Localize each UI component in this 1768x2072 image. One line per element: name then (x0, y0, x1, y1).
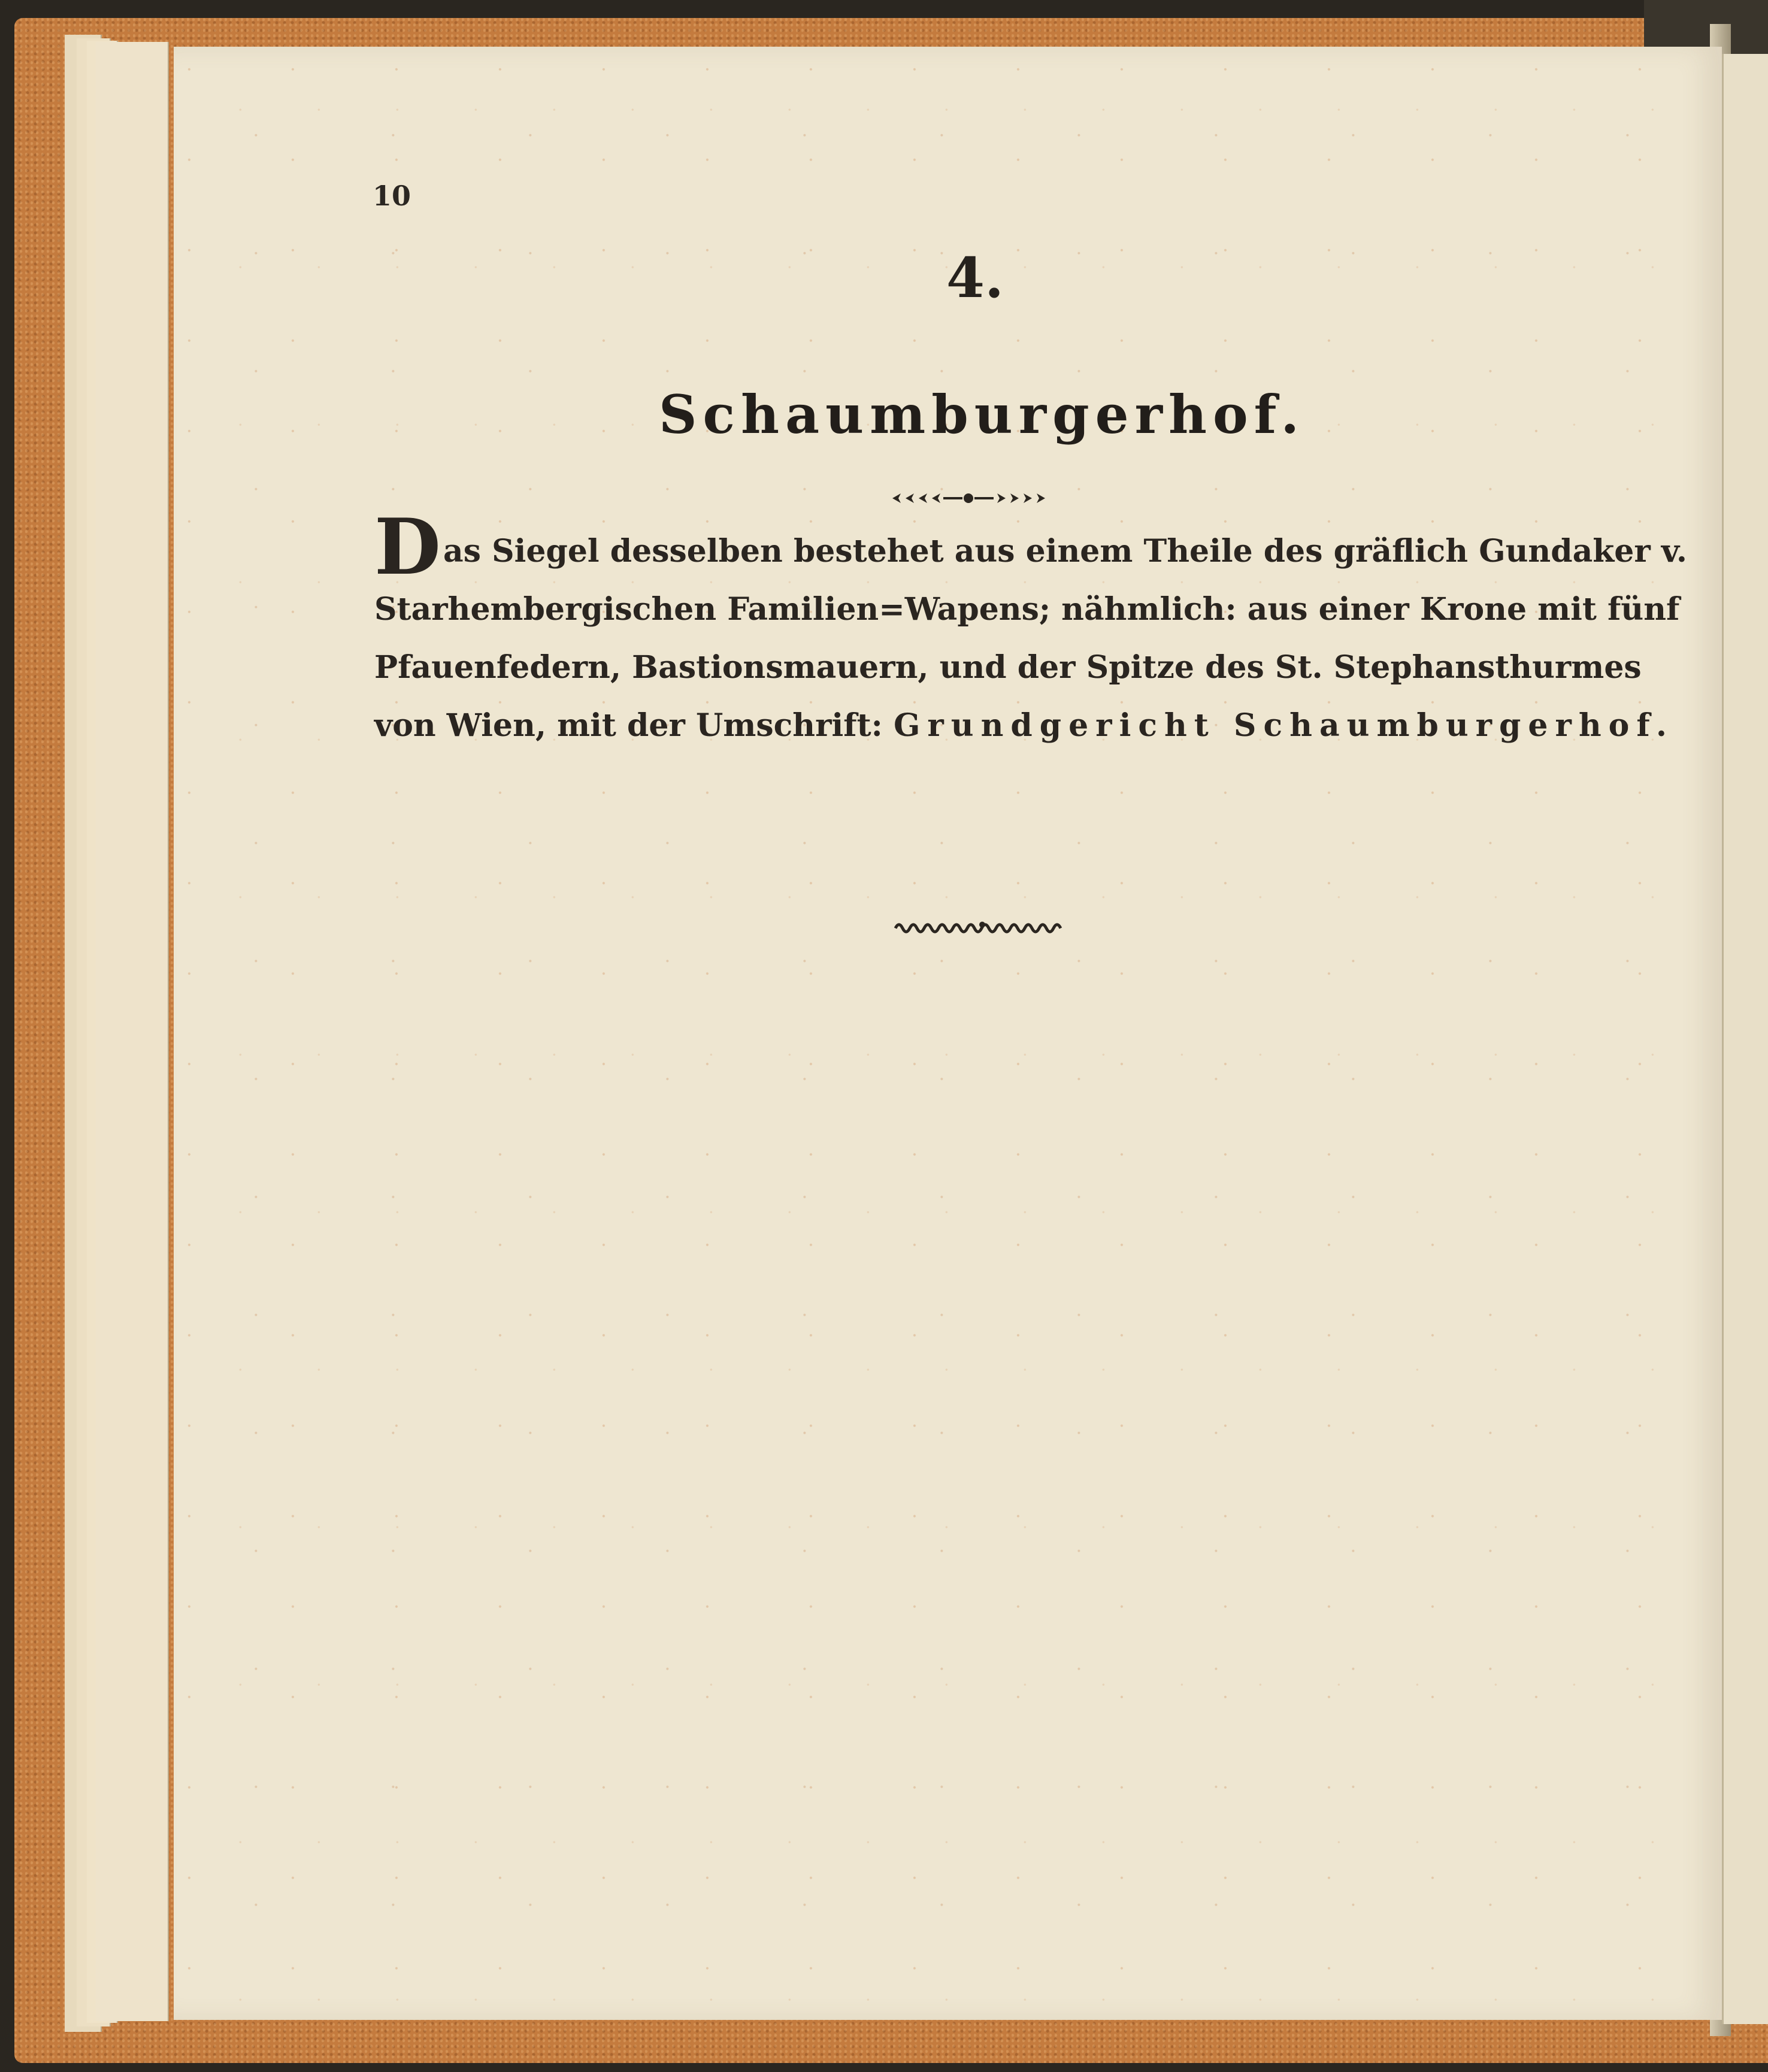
page-title: Schaumburgerhof. (659, 383, 1306, 446)
book-page (174, 47, 1722, 2020)
body-line: Das Siegel desselben bestehet aus einem Theile des gräflich Gundaker v. (374, 502, 1687, 592)
drop-cap: D (374, 502, 441, 592)
end-ornament-icon (892, 919, 1072, 937)
body-line: Starhembergischen Familien=Wapens; nähmlich: aus einer Krone mit fünf (374, 591, 1680, 628)
body-line: Pfauenfedern, Bastionsmauern, und der Spitze des St. Stephansthurmes (374, 649, 1642, 686)
body-paragraph (374, 502, 1687, 755)
page-edge (96, 42, 169, 2021)
facing-page (1722, 54, 1768, 2024)
seal-inscription: Grundgericht Schaumburgerhof. (893, 707, 1674, 744)
chapter-number: 4. (946, 246, 1004, 310)
body-line: von Wien, mit der Umschrift: Grundgericht Schaumburgerhof. (374, 707, 1674, 744)
ornament-divider-icon (889, 486, 1048, 510)
page-number: 10 (373, 180, 411, 212)
